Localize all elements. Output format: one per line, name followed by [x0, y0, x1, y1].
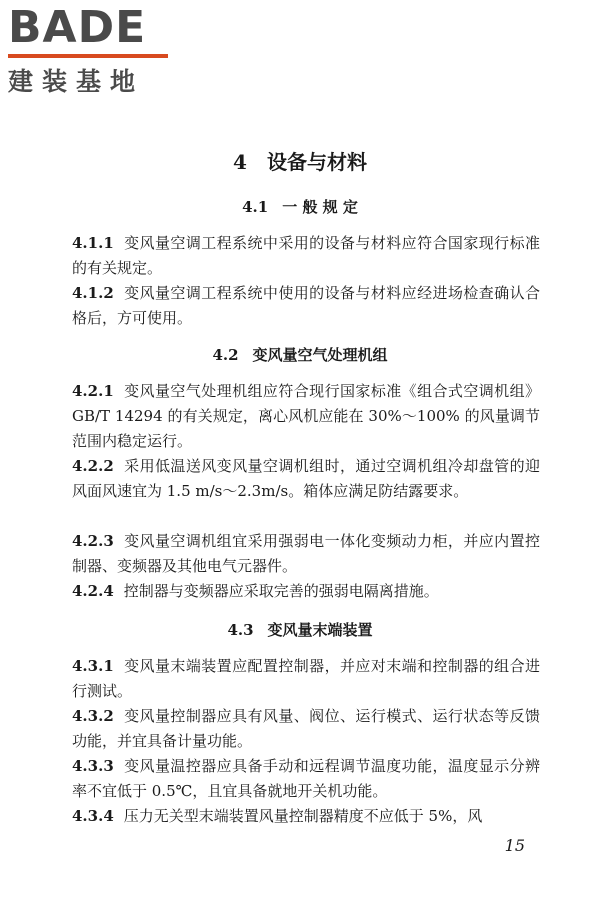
clause-4-2-4: [72, 579, 540, 604]
clause-number: 4.2.4: [72, 582, 114, 600]
clause-text: 变风量温控器应具备手动和远程调节温度功能，温度显示分辨率不宜低于 0.5℃，且宜具备就地开关机功能。: [72, 757, 540, 800]
clause-number: 4.3.3: [72, 757, 114, 775]
clause-4-3-1: [72, 654, 540, 704]
clause-text: 变风量末端装置应配置控制器，并应对末端和控制器的组合进行测试。: [72, 657, 540, 700]
clause-number: 4.1.1: [72, 234, 114, 252]
clause-4-1-2: [72, 281, 540, 331]
clause-text: 变风量空调工程系统中使用的设备与材料应经进场检查确认合格后，方可使用。: [72, 284, 540, 327]
clause-text: 变风量控制器应具有风量、阀位、运行模式、运行状态等反馈功能，并宜具备计量功能。: [72, 707, 540, 750]
clause-text: 变风量空气处理机组应符合现行国家标准《组合式空调机组》GB/T 14294 的有关规定，离心风机应能在 30%～100% 的风量调节范围内稳定运行。: [72, 382, 540, 450]
section-heading-4-1: [0, 196, 600, 217]
section-title: 一 般 规 定: [282, 198, 358, 216]
section-number: 4.1: [242, 198, 269, 216]
clause-text: 变风量空调机组宜采用强弱电一体化变频动力柜，并应内置控制器、变频器及其他电气元器件。: [72, 532, 540, 575]
logo-underline: [8, 54, 168, 58]
clause-4-2-3: [72, 529, 540, 579]
clause-4-3-3: [72, 754, 540, 804]
clause-number: 4.3.4: [72, 807, 114, 825]
clause-4-1-1: [72, 231, 540, 281]
section-number: 4.2: [212, 346, 239, 364]
clause-text: 压力无关型末端装置风量控制器精度不应低于 5%，风: [123, 807, 483, 825]
clause-number: 4.2.3: [72, 532, 114, 550]
chapter-number: 4: [233, 150, 247, 174]
clause-4-3-4: [72, 804, 540, 829]
section-heading-4-3: [0, 619, 600, 640]
clause-number: 4.2.1: [72, 382, 114, 400]
clause-4-2-1: [72, 379, 540, 454]
clause-number: 4.2.2: [72, 457, 114, 475]
page-number: 15: [504, 836, 525, 855]
section-heading-4-2: [0, 344, 600, 365]
logo-brand: BADE: [8, 2, 147, 53]
section-title: 变风量空气处理机组: [252, 346, 388, 364]
clause-number: 4.3.1: [72, 657, 114, 675]
clause-number: 4.1.2: [72, 284, 114, 302]
section-number: 4.3: [227, 621, 254, 639]
clause-number: 4.3.2: [72, 707, 114, 725]
logo: [8, 4, 183, 98]
clause-text: 变风量空调工程系统中采用的设备与材料应符合国家现行标准的有关规定。: [72, 234, 540, 277]
chapter-title: 设备与材料: [266, 150, 367, 174]
clause-4-2-2: [72, 454, 540, 504]
chapter-heading: [0, 146, 600, 175]
clause-text: 采用低温送风变风量空调机组时，通过空调机组冷却盘管的迎风面风速宜为 1.5 m/s～2.3m/s。箱体应满足防结露要求。: [72, 457, 540, 500]
logo-subtitle: 建装基地: [8, 67, 145, 96]
section-title: 变风量末端装置: [267, 621, 373, 639]
clause-4-3-2: [72, 704, 540, 754]
clause-text: 控制器与变频器应采取完善的强弱电隔离措施。: [123, 582, 439, 600]
